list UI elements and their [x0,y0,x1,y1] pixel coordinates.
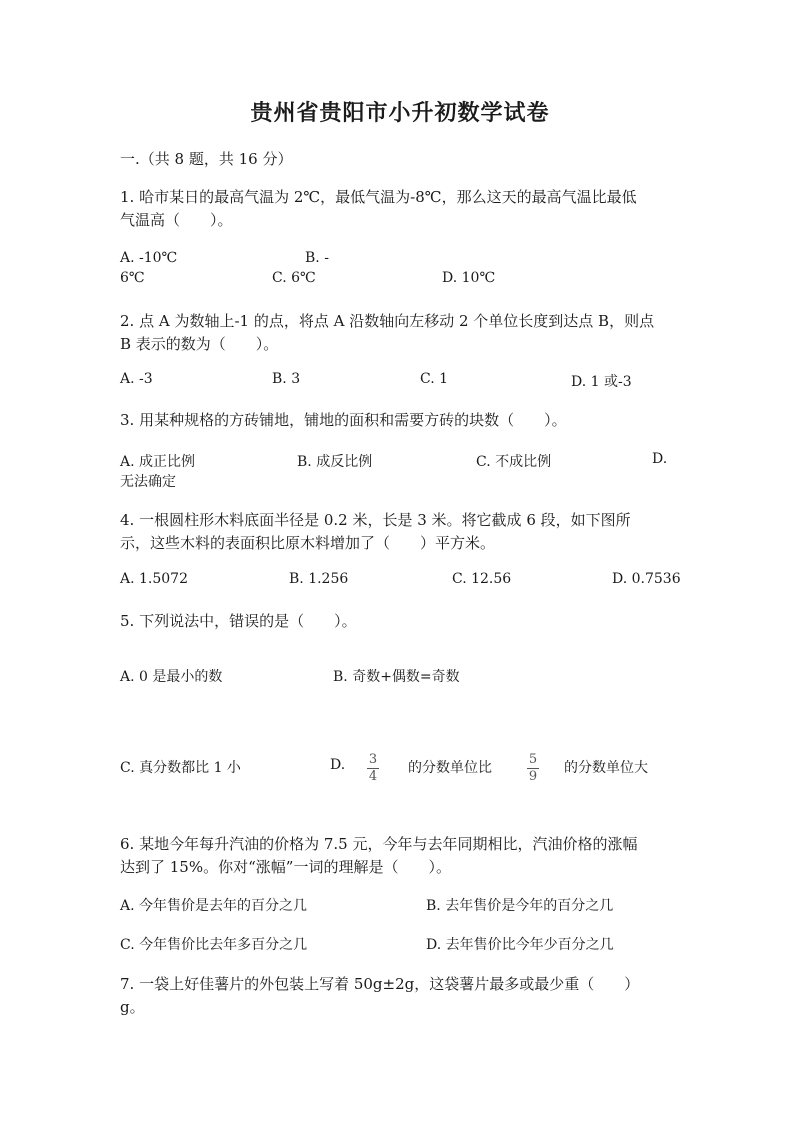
page-title: 贵州省贵阳市小升初数学试卷 [250,100,550,126]
q6-option-a: A. 今年售价是去年的百分之几 [120,898,308,914]
question-7-text [120,973,639,1019]
q3-option-a: A. 成正比例 [120,454,196,470]
question-2-line-1: 2. 点 A 为数轴上-1 的点，将点 A 沿数轴向左移动 2 个单位长度到达点 B，则点 [120,312,655,330]
q5-fraction-5-9 [527,748,539,784]
q2-option-d: D. 1 或-3 [571,374,632,390]
q5-option-d-middle: 的分数单位比 [408,760,492,776]
q3-option-d-part2: 无法确定 [120,474,176,490]
q2-option-b: B. 3 [272,371,301,387]
q3-option-d-part1: D. [652,451,668,467]
question-1-line-1: 1. 哈市某日的最高气温为 2℃，最低气温为-8℃，那么这天的最高气温比最低 [120,188,637,206]
fraction-denominator: 9 [528,769,538,784]
q5-option-b: B. 奇数+偶数=奇数 [333,669,460,685]
q6-option-d: D. 去年售价比今年少百分之几 [426,937,614,953]
q5-option-d-end: 的分数单位大 [564,760,648,776]
q5-option-c: C. 真分数都比 1 小 [120,760,241,776]
q1-option-b-part1: B. - [305,250,329,266]
fraction-denominator: 4 [368,769,378,784]
q3-option-c: C. 不成比例 [476,454,552,470]
question-2-text [120,310,654,356]
question-6-text [120,833,637,879]
q2-option-c: C. 1 [420,371,449,387]
question-7-line-2: g。 [120,998,145,1016]
q1-option-a: A. -10℃ [120,250,178,266]
question-5-text [120,610,357,633]
q5-fraction-3-4 [367,748,379,784]
question-3-line-1: 3. 用某种规格的方砖铺地，铺地的面积和需要方砖的块数（ ）。 [120,411,567,429]
q4-option-d: D. 0.7536 [612,571,681,587]
question-6-line-2: 达到了 15%。你对“涨幅”一词的理解是（ ）。 [120,858,451,876]
q6-option-b: B. 去年售价是今年的百分之几 [426,898,614,914]
q3-option-b: B. 成反比例 [297,454,373,470]
question-1-line-2: 气温高（ ）。 [120,211,233,229]
q6-option-c: C. 今年售价比去年多百分之几 [120,937,308,953]
section-heading: 一.（共 8 题，共 16 分） [120,150,293,168]
question-4-line-1: 4. 一根圆柱形木料底面半径是 0.2 米，长是 3 米。将它截成 6 段，如下图所 [120,511,631,529]
q1-option-b-part2: 6℃ [120,270,145,286]
question-2-line-2: B 表示的数为（ ）。 [120,335,279,353]
question-4-text [120,509,631,555]
question-4-line-2: 示，这些木料的表面积比原木料增加了（ ）平方米。 [120,534,496,552]
question-7-line-1: 7. 一袋上好佳薯片的外包装上写着 50g±2g，这袋薯片最多或最少重（ ） [120,975,640,993]
question-5-line-1: 5. 下列说法中，错误的是（ ）。 [120,612,357,630]
fraction-numerator: 5 [528,752,538,767]
q4-option-c: C. 12.56 [452,571,512,587]
q4-option-a: A. 1.5072 [120,571,188,587]
q1-option-c: C. 6℃ [272,270,316,286]
question-6-line-1: 6. 某地今年每升汽油的价格为 7.5 元，今年与去年同期相比，汽油价格的涨幅 [120,835,638,853]
q1-option-d: D. 10℃ [442,270,496,286]
q2-option-a: A. -3 [120,371,153,387]
q5-option-a: A. 0 是最小的数 [120,669,223,685]
question-3-text [120,409,567,432]
q4-option-b: B. 1.256 [289,571,349,587]
fraction-numerator: 3 [368,752,378,767]
question-1-text [120,186,637,232]
q5-option-d-label: D. [330,757,346,773]
